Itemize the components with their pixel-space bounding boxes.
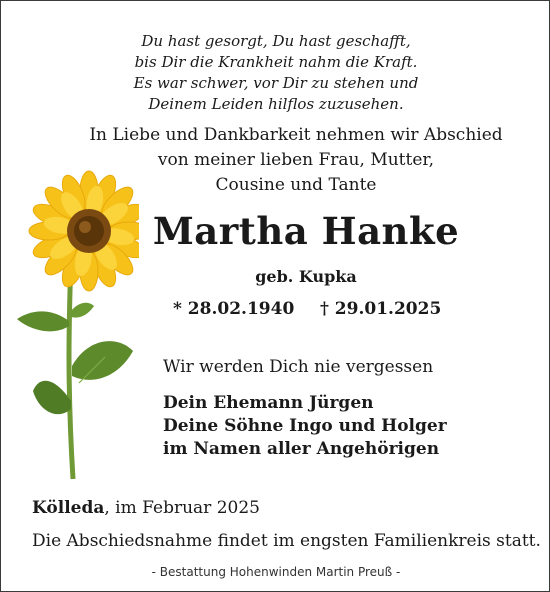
poem — [1, 31, 550, 115]
farewell-notice: Die Abschiedsnahme findet im engsten Familienkreis statt. — [32, 531, 541, 551]
intro-line: Cousine und Tante — [215, 175, 377, 195]
date-text: , im Februar 2025 — [104, 498, 260, 518]
leaf-right — [72, 341, 133, 380]
undertaker-credit: - Bestattung Hohenwinden Martin Preuß - — [151, 565, 401, 579]
mourner-line: Deine Söhne Ingo und Holger — [163, 416, 447, 436]
town: Kölleda — [32, 498, 105, 518]
intro-line: In Liebe und Dankbarkeit nehmen wir Abschied — [89, 125, 503, 145]
maiden-name: geb. Kupka — [255, 267, 357, 286]
leaf-left-upper — [17, 311, 69, 331]
deceased-name: Martha Hanke — [152, 209, 460, 253]
poem-line: bis Dir die Krankheit nahm die Kraft. — [134, 53, 418, 71]
birth-date: * 28.02.1940 — [173, 299, 295, 319]
sunflower-image — [9, 161, 139, 491]
poem-line: Du hast gesorgt, Du hast geschafft, — [141, 32, 411, 50]
mourner-line: im Namen aller Angehörigen — [163, 439, 440, 459]
mourners-list — [163, 392, 447, 461]
place-date-line — [32, 498, 260, 518]
leaf-small — [71, 303, 94, 318]
intro-line: von meiner lieben Frau, Mutter, — [157, 150, 435, 170]
death-date: † 29.01.2025 — [320, 299, 442, 319]
leaf-left-lower — [33, 381, 71, 414]
poem-line: Deinem Leiden hilflos zuzusehen. — [148, 95, 404, 113]
never-forget-text: Wir werden Dich nie vergessen — [163, 357, 434, 377]
poem-line: Es war schwer, vor Dir zu stehen und — [133, 74, 419, 92]
mourner-line: Dein Ehemann Jürgen — [163, 393, 374, 413]
